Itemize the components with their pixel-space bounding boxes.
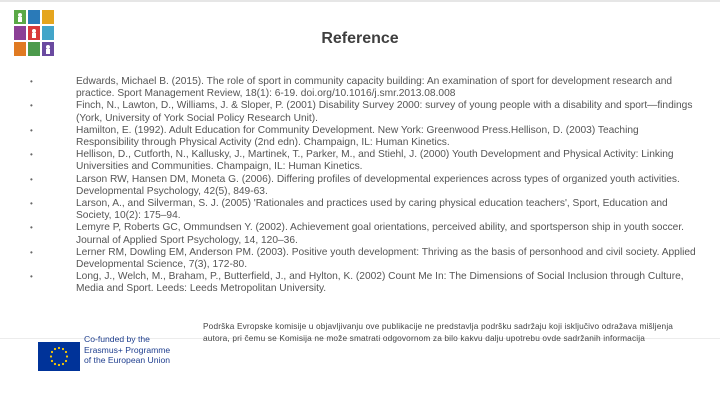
list-item xyxy=(30,198,702,222)
bullet: • xyxy=(30,101,33,111)
list-item xyxy=(30,247,702,271)
top-border xyxy=(0,0,720,2)
cofunded-line: Erasmus+ Programme xyxy=(84,344,171,355)
reference-text: Hellison, D., Cutforth, N., Kallusky, J., Martinek, T., Parker, M., and Stiehl, J. (2000) Youth Development and Physical Activity: Linking Universities and Communities. Champaign, IL: Human Kinetics. xyxy=(76,149,674,173)
cofunded-line: of the European Union xyxy=(84,355,171,365)
bullet: • xyxy=(30,77,33,86)
list-item xyxy=(30,100,702,124)
disclaimer: Podrška Evropske komisije u objavljivanju ove publikacije ne predstavlja podršku sadržaju koji isključivo odražava mišljenja autora, pri čemu se Komisija ne može smatrati odgovornom za bilo kakvu dalju upotrebu ovde sadržanih informacija xyxy=(203,321,674,343)
reference-text: Edwards, Michael B. (2015). The role of sport in community capacity building: An examination of sport for development research and practice. Sport Management Review, 18(1): 6-19. doi.org/10.1016/j.smr.2013.08.008 xyxy=(76,76,673,100)
bullet: • xyxy=(30,199,33,209)
list-item xyxy=(30,125,702,149)
bullet: • xyxy=(30,272,33,282)
list-item xyxy=(30,174,702,198)
eu-flag-icon xyxy=(38,342,80,371)
cofunded-line: Co-funded by the xyxy=(84,334,150,344)
cofunded-text xyxy=(84,334,170,366)
list-item xyxy=(30,271,702,295)
bullet: • xyxy=(30,247,33,257)
bullet: • xyxy=(30,174,33,184)
reference-text: Lemyre P, Roberts GC, Ommundsen Y. (2002). Achievement goal orientations, perceived ability, and sportsperson ship in youth soccer. Journal of Applied Sport Psychology, 14, 120–36. xyxy=(76,222,684,246)
bullet: • xyxy=(30,125,33,135)
reference-text: Lerner RM, Dowling EM, Anderson PM. (2003). Positive youth development: Thriving as the basis of personhood and civil society. Applied Developmental Science, 7(3), 172-80. xyxy=(76,246,696,271)
reference-text: Larson RW, Hansen DM, Moneta G. (2006). Differing profiles of developmental experiences across types of organized youth activities. Developmental Psychology, 42(5), 849-63. xyxy=(76,173,680,197)
reference-text: Long, J., Welch, M., Braham, P., Butterfield, J., and Hylton, K. (2002) Count Me In: The Dimensions of Social Inclusion through Culture, Media and Sport. Leeds: Leeds Metropolitan University. xyxy=(76,271,684,295)
bullet: • xyxy=(30,150,33,160)
bullet: • xyxy=(30,223,33,233)
list-item xyxy=(30,149,702,173)
list-item xyxy=(30,222,702,246)
reference-text: Larson, A., and Silverman, S. J. (2005) 'Rationales and practices used by caring physical education teachers', Sport, Education and Society, 10(2): 175–94. xyxy=(76,198,668,222)
list-item xyxy=(30,76,702,100)
reference-list xyxy=(30,76,702,296)
reference-text: Finch, N., Lawton, D., Williams, J. & Sloper, P. (2001) Disability Survey 2000: survey of young people with a disability and sport—findings (York, University of York Social Policy Research Unit). xyxy=(76,100,693,124)
reference-text: Hamilton, E. (1992). Adult Education for Community Development. New York: Greenwood Press.Hellison, D. (2003) Teaching Responsibility through Physical Activity (2nd edn). Champaign, IL: Human Kinetics. xyxy=(76,124,639,149)
page-title: Reference xyxy=(321,30,399,47)
